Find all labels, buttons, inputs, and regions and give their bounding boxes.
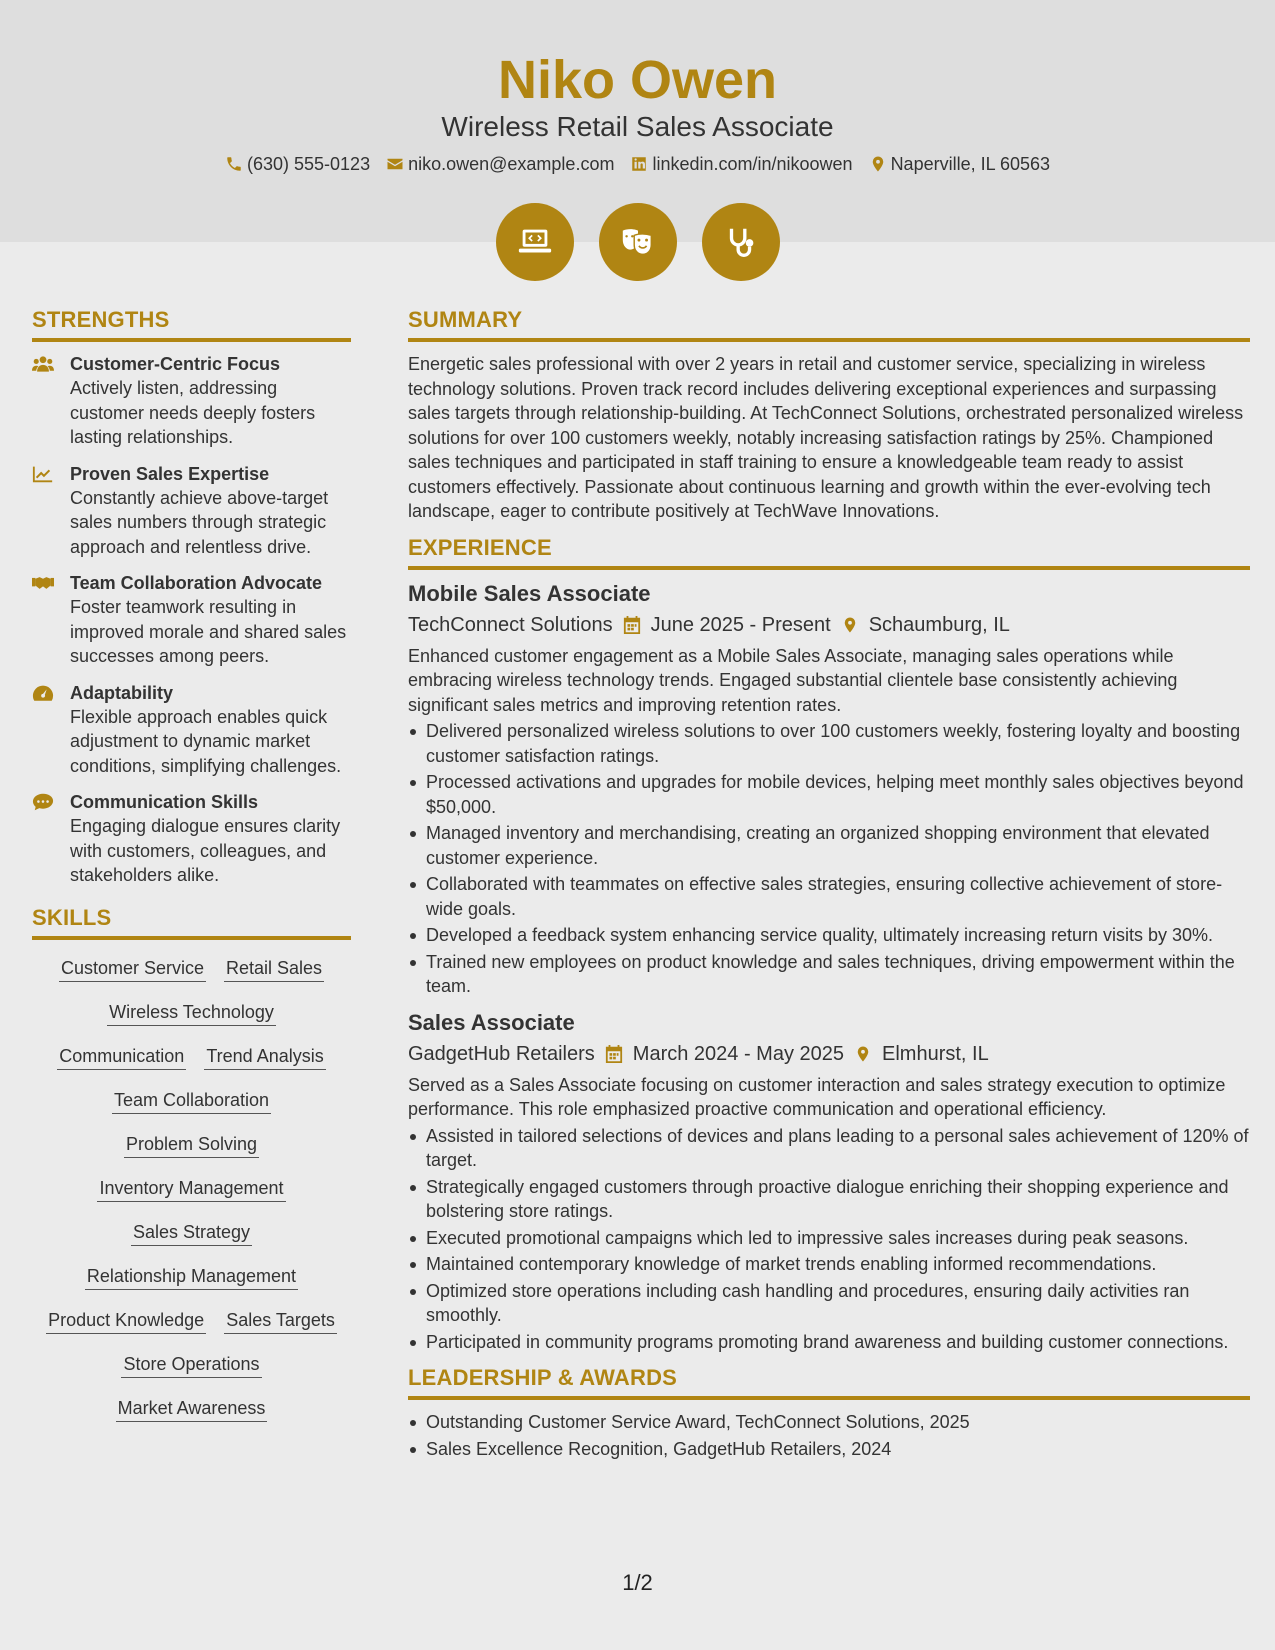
bullet-item: Processed activations and upgrades for mobile devices, helping meet monthly sales objectives beyond $50,000. bbox=[408, 770, 1250, 819]
strength-title: Customer-Centric Focus bbox=[70, 354, 281, 374]
badge-laptop bbox=[496, 203, 574, 281]
job-meta bbox=[408, 1039, 1250, 1069]
bullet-item: Delivered personalized wireless solutions to over 100 customers weekly, fostering loyalty and boosting customer satisfaction ratings. bbox=[408, 719, 1250, 768]
skill-tag: Communication bbox=[57, 1044, 186, 1070]
skill-tag: Trend Analysis bbox=[204, 1044, 325, 1070]
skills-heading: SKILLS bbox=[32, 904, 351, 940]
skill-tag: Customer Service bbox=[59, 956, 206, 982]
job-company: TechConnect Solutions bbox=[408, 613, 613, 636]
strength-item bbox=[32, 462, 351, 560]
job-role: Mobile Sales Associate bbox=[408, 580, 651, 606]
skill-tag: Sales Targets bbox=[224, 1308, 337, 1334]
interest-badges bbox=[0, 203, 1275, 281]
handshake-icon bbox=[32, 573, 54, 593]
skill-tag: Problem Solving bbox=[124, 1132, 259, 1158]
left-column bbox=[32, 306, 351, 1422]
bullet-item: Collaborated with teammates on effective sales strategies, ensuring collective achievement of store-wide goals. bbox=[408, 872, 1250, 921]
job-location: Elmhurst, IL bbox=[882, 1042, 989, 1065]
award-item: Sales Excellence Recognition, GadgetHub Retailers, 2024 bbox=[408, 1437, 1250, 1462]
bullet-item: Trained new employees on product knowledge and sales techniques, driving empowerment within the team. bbox=[408, 950, 1250, 999]
strength-desc: Flexible approach enables quick adjustment to dynamic market conditions, simplifying challenges. bbox=[70, 706, 342, 776]
summary-text: Energetic sales professional with over 2 years in retail and customer service, specializing in wireless technology solutions. Proven track record includes delivering exceptional experiences and surpassing sales targets through relationship-building. At TechConnect Solutions, orchestrated personalized wireless solutions for over 100 customers weekly, notably increasing satisfaction ratings by 25%. Championed sales techniques and participated in staff training to ensure a knowledgeable team ready to assist customers effectively. Passionate about continuous learning and growth within the ever-evolving tech landscape, eager to contribute positively at TechWave Innovations. bbox=[408, 354, 1244, 521]
job-dates: June 2025 - Present bbox=[650, 613, 831, 636]
job-entry bbox=[408, 1009, 1250, 1355]
candidate-title: Wireless Retail Sales Associate bbox=[441, 111, 834, 142]
badge-masks bbox=[599, 203, 677, 281]
bullet-item: Assisted in tailored selections of devices and plans leading to a personal sales achievement of 120% of target. bbox=[408, 1124, 1250, 1173]
badge-stethoscope bbox=[702, 203, 780, 281]
job-dates: March 2024 - May 2025 bbox=[632, 1042, 845, 1065]
awards-heading: LEADERSHIP & AWARDS bbox=[408, 1364, 1250, 1400]
bullet-item: Developed a feedback system enhancing service quality, ultimately increasing return visits by 30%. bbox=[408, 923, 1250, 948]
bullet-item: Strategically engaged customers through proactive dialogue enriching their shopping experience and bolstering store ratings. bbox=[408, 1175, 1250, 1224]
strength-item bbox=[32, 790, 351, 888]
job-description: Served as a Sales Associate focusing on customer interaction and sales strategy execution to optimize performance. This role emphasized proactive communication and operational efficiency. bbox=[408, 1074, 1226, 1119]
bullet-item: Managed inventory and merchandising, creating an organized shopping environment that elevated customer experience. bbox=[408, 821, 1250, 870]
skill-tag: Product Knowledge bbox=[46, 1308, 206, 1334]
phone-icon bbox=[225, 155, 243, 173]
skill-tag: Inventory Management bbox=[97, 1176, 285, 1202]
contact-location bbox=[869, 152, 1050, 176]
strength-item bbox=[32, 681, 351, 779]
strength-title: Communication Skills bbox=[70, 792, 259, 812]
skill-tag: Relationship Management bbox=[85, 1264, 298, 1290]
skill-tag: Wireless Technology bbox=[107, 1000, 276, 1026]
job-entry bbox=[408, 580, 1250, 999]
right-column bbox=[408, 306, 1250, 1471]
gauge-icon bbox=[32, 683, 54, 703]
strength-item bbox=[32, 352, 351, 450]
chart-line-icon bbox=[32, 464, 54, 484]
skill-tag: Sales Strategy bbox=[131, 1220, 252, 1246]
stethoscope-icon bbox=[722, 223, 760, 261]
strengths-heading: STRENGTHS bbox=[32, 306, 351, 342]
calendar-icon bbox=[605, 1044, 623, 1064]
map-pin-icon bbox=[854, 1044, 872, 1064]
strength-title: Proven Sales Expertise bbox=[70, 463, 270, 484]
linkedin-icon bbox=[630, 155, 648, 173]
page-number: 1/2 bbox=[622, 1570, 653, 1595]
job-company: GadgetHub Retailers bbox=[408, 1042, 595, 1065]
strength-desc: Actively listen, addressing customer needs deeply fosters lasting relationships. bbox=[70, 378, 316, 447]
award-item: Outstanding Customer Service Award, TechConnect Solutions, 2025 bbox=[408, 1410, 1250, 1435]
comment-dots-icon bbox=[32, 792, 54, 812]
job-role: Sales Associate bbox=[408, 1009, 575, 1035]
map-pin-icon bbox=[869, 155, 887, 173]
awards-list bbox=[408, 1410, 1250, 1461]
strength-item bbox=[32, 571, 351, 669]
bullet-item: Optimized store operations including cash handling and procedures, ensuring daily activities ran smoothly. bbox=[408, 1279, 1250, 1328]
linkedin-text: linkedin.com/in/nikoowen bbox=[652, 154, 853, 174]
theater-masks-icon bbox=[619, 223, 657, 261]
bullet-item: Participated in community programs promoting brand awareness and building customer connections. bbox=[408, 1330, 1250, 1355]
skill-tag: Store Operations bbox=[121, 1352, 261, 1378]
phone-text: (630) 555-0123 bbox=[246, 154, 371, 174]
skills-list bbox=[32, 950, 351, 1422]
job-description: Enhanced customer engagement as a Mobile Sales Associate, managing sales operations while embracing wireless technology trends. Engaged substantial clientele base consistently achieving significant sales metrics and improving retention rates. bbox=[408, 645, 1178, 715]
strength-desc: Constantly achieve above-target sales numbers through strategic approach and relentless drive. bbox=[70, 487, 329, 557]
strength-desc: Engaging dialogue ensures clarity with customers, colleagues, and stakeholders alike. bbox=[70, 816, 341, 885]
job-bullets bbox=[408, 719, 1250, 999]
contact-row bbox=[0, 152, 1275, 176]
location-text: Naperville, IL 60563 bbox=[890, 154, 1050, 174]
job-location: Schaumburg, IL bbox=[868, 613, 1010, 636]
strength-desc: Foster teamwork resulting in improved morale and shared sales successes among peers. bbox=[70, 597, 347, 666]
skill-tag: Retail Sales bbox=[224, 956, 324, 982]
bullet-item: Executed promotional campaigns which led to impressive sales increases during peak seasons. bbox=[408, 1226, 1250, 1251]
experience-heading: EXPERIENCE bbox=[408, 534, 1250, 570]
laptop-code-icon bbox=[516, 223, 554, 261]
contact-linkedin[interactable] bbox=[630, 152, 852, 176]
map-pin-icon bbox=[841, 615, 859, 635]
summary-heading: SUMMARY bbox=[408, 306, 1250, 342]
strength-title: Adaptability bbox=[70, 682, 174, 703]
bullet-item: Maintained contemporary knowledge of market trends enabling informed recommendations. bbox=[408, 1252, 1250, 1277]
skill-tag: Market Awareness bbox=[116, 1396, 268, 1422]
email-text: niko.owen@example.com bbox=[408, 154, 615, 174]
calendar-icon bbox=[623, 615, 641, 635]
users-icon bbox=[32, 354, 54, 374]
job-meta bbox=[408, 610, 1250, 640]
job-bullets bbox=[408, 1124, 1250, 1355]
candidate-name: Niko Owen bbox=[497, 50, 778, 110]
envelope-icon bbox=[386, 155, 404, 173]
skill-tag: Team Collaboration bbox=[112, 1088, 271, 1114]
contact-phone[interactable] bbox=[225, 152, 370, 176]
contact-email[interactable] bbox=[386, 152, 614, 176]
strength-title: Team Collaboration Advocate bbox=[70, 573, 323, 593]
